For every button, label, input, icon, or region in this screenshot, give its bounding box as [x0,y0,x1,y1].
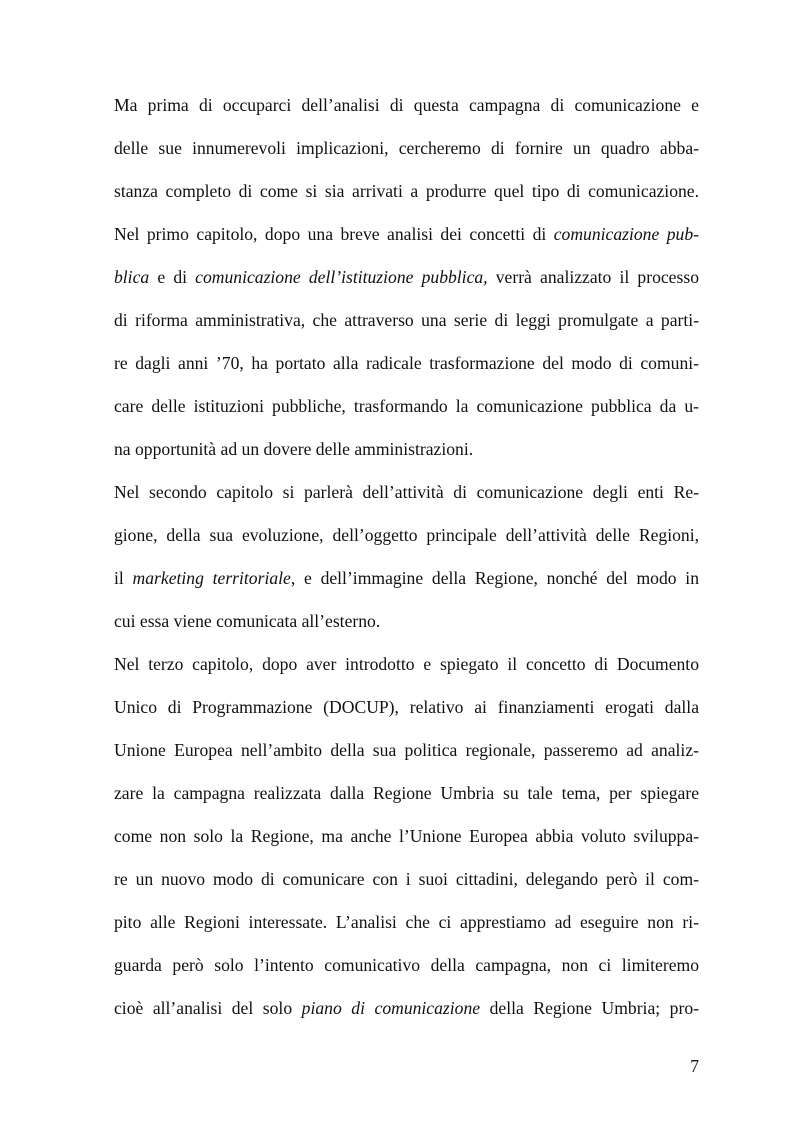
page-number: 7 [690,1056,699,1076]
body-line [114,738,699,762]
body-line [114,179,699,203]
text-segment: Unione Europea nell’ambito della sua politica regionale, passeremo ad analiz- [114,740,699,760]
body-line [114,910,699,934]
body-line [114,308,699,332]
italic-segment: comunicazione dell’istituzione pubblica, [195,267,488,287]
body-line [114,609,699,633]
body-line [114,93,699,117]
text-segment: , e dell’immagine della Regione, nonché del modo in [290,568,699,588]
body-line [114,480,699,504]
text-segment: verrà analizzato il processo [487,267,699,287]
body-line [114,437,699,461]
body-line [114,996,699,1020]
text-segment: Unico di Programmazione (DOCUP), relativo ai finanziamenti erogati dalla [114,697,699,717]
text-segment: care delle istituzioni pubbliche, trasformando la comunicazione pubblica da u- [114,396,699,416]
italic-segment: blica [114,267,150,287]
body-line [114,136,699,160]
text-segment: di riforma amministrativa, che attraverso una serie di leggi promulgate a parti- [114,310,699,330]
text-segment: zare la campagna realizzata dalla Regione Umbria su tale tema, per spiegare [114,783,699,803]
text-segment: stanza completo di come si sia arrivati a produrre quel tipo di comunicazione. [114,181,699,201]
body-line [114,523,699,547]
body-line [114,351,699,375]
text-segment: e di [149,267,196,287]
body-line [114,652,699,676]
text-segment: delle sue innumerevoli implicazioni, cercheremo di fornire un quadro abba- [114,138,699,158]
text-segment: pito alle Regioni interessate. L’analisi che ci apprestiamo ad eseguire non ri- [114,912,699,932]
text-segment: cioè all’analisi del solo [114,998,302,1018]
body-line [114,265,699,289]
text-segment: guarda però solo l’intento comunicativo della campagna, non ci limiteremo [114,955,699,975]
body-line [114,222,699,246]
text-segment: Nel secondo capitolo si parlerà dell’attività di comunicazione degli enti Re- [114,482,699,502]
italic-segment: marketing territoriale [132,568,291,588]
body-line [114,566,699,590]
text-segment: gione, della sua evoluzione, dell’oggetto principale dell’attività delle Regioni, [114,525,699,545]
text-segment: na opportunità ad un dovere delle amministrazioni. [114,439,474,459]
text-segment: Nel primo capitolo, dopo una breve analisi dei concetti di [114,224,554,244]
body-line [114,781,699,805]
text-segment: re un nuovo modo di comunicare con i suoi cittadini, delegando però il com- [114,869,699,889]
text-segment: della Regione Umbria; pro- [480,998,699,1018]
text-segment: il [114,568,133,588]
italic-segment: piano di comunicazione [301,998,481,1018]
text-segment: come non solo la Regione, ma anche l’Unione Europea abbia voluto sviluppa- [114,826,699,846]
body-line [114,867,699,891]
body-line [114,394,699,418]
italic-segment: comunicazione pub- [553,224,699,244]
text-segment: re dagli anni ’70, ha portato alla radicale trasformazione del modo di comuni- [114,353,699,373]
body-line [114,824,699,848]
text-segment: Ma prima di occuparci dell’analisi di questa campagna di comunicazione e [114,95,699,115]
body-line [114,953,699,977]
text-segment: cui essa viene comunicata all’esterno. [114,611,381,631]
body-line [114,695,699,719]
text-segment: Nel terzo capitolo, dopo aver introdotto e spiegato il concetto di Documento [114,654,699,674]
